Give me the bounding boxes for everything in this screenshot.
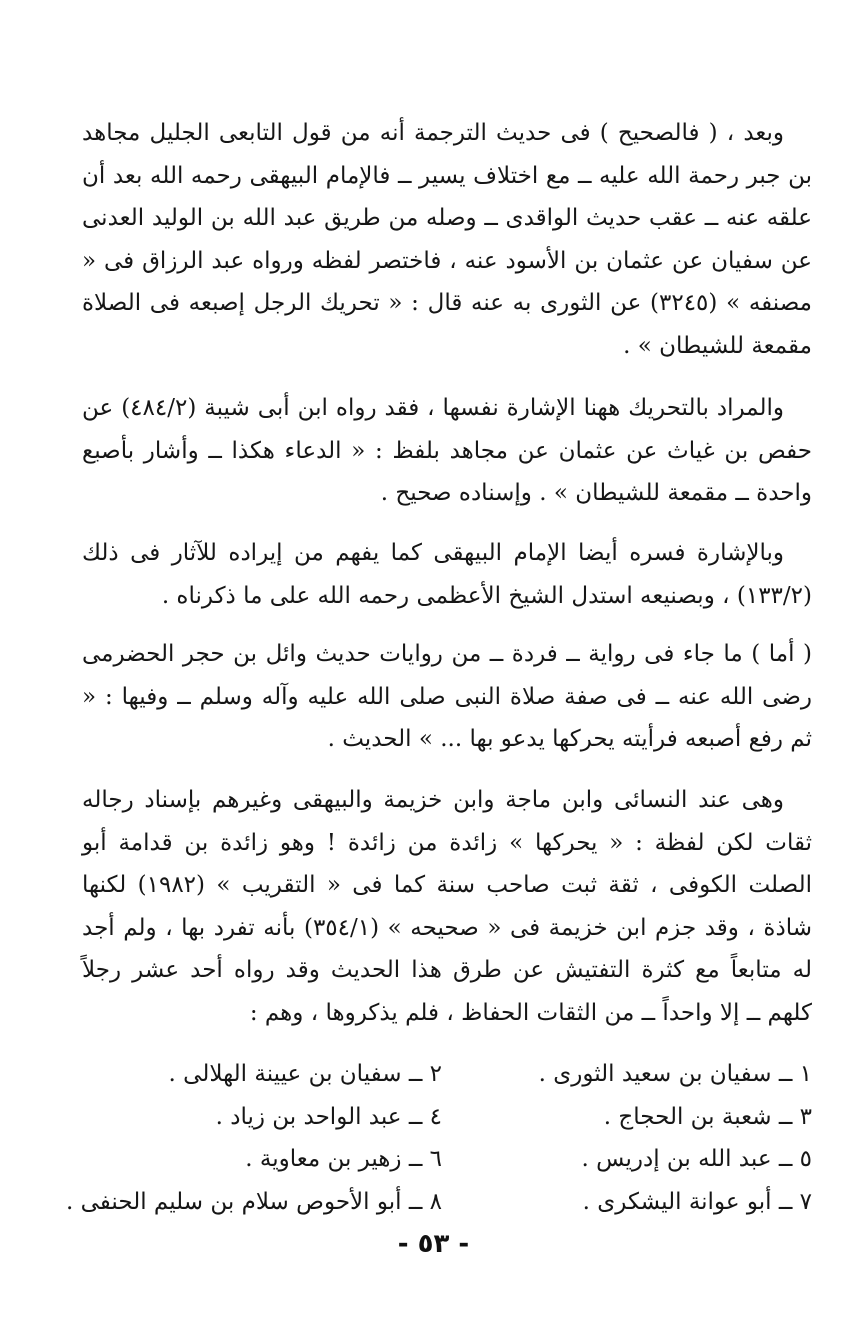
paragraph-1: وبعد ، ( فالصحيح ) فى حديث الترجمة أنه من قول التابعى الجليل مجاهد بن جبر رحمة الله عليه ــ مع اختلاف يسير ــ فالإمام البيهقى رحمه الله بعد أن علقه عنه ــ عقب حديث الواقدى ــ وصله من طريق عبد الله بن الوليد العدنى عن سفيان عن عثمان بن الأسود عنه ، فاختصر لفظه ورواه عبد الرزاق فى « مصنفه » (٣٢٤٥) عن الثورى به عنه قال : « تحريك الرجل إصبعه فى الصلاة مقمعة للشيطان » . [82,120,813,359]
narrator-item: ٦ ــ زهير بن معاوية . [245,1146,442,1172]
paragraph-2: والمراد بالتحريك ههنا الإشارة نفسها ، فقد رواه ابن أبى شيبة (٤٨٤/٢) عن حفص بن غياث عن عثمان عن مجاهد بلفظ : « الدعاء هكذا ــ وأشار بأصبع واحدة ــ مقمعة للشيطان » . وإسناده صحيح . [82,395,812,506]
paragraph-3: وبالإشارة فسره أيضا الإمام البيهقى كما يفهم من إيراده للآثار فى ذلك (١٣٣/٢) ، وبصنيعه استدل الشيخ الأعظمى رحمه الله على ما ذكرناه . [82,540,812,609]
page-body [66,112,813,1223]
page-number: - ٥٣ - [397,1229,470,1259]
narrator-item: ٧ ــ أبو عوانة اليشكرى . [582,1188,812,1215]
paragraph-5: وهى عند النسائى وابن ماجة وابن خزيمة والبيهقى وغيرهم بإسناد رجاله ثقات لكن لفظة : « يحركها » زائدة من زائدة ! وهو زائدة بن قدامة أبو الصلت الكوفى ، ثقة ثبت صاحب سنة كما فى « التقريب » (١٩٨٢) لكنها شاذة ، وقد جزم ابن خزيمة فى « صحيحه » (٣٥٤/١) بأنه تفرد بها ، ولم أجد له متابعاً مع كثرة التفتيش عن طرق هذا الحديث وقد رواه أحد عشر رجلاً كلهم ــ إلا واحداً ــ من الثقات الحفاظ ، فلم يذكروها ، وهم : [82,787,812,1026]
narrator-item: ٨ ــ أبو الأحوص سلام بن سليم الحنفى . [66,1188,442,1215]
narrator-item: ٥ ــ عبد الله بن إدريس . [581,1146,812,1172]
narrators-list [66,1053,812,1223]
narrator-item: ١ ــ سفيان بن سعيد الثورى . [538,1061,812,1087]
narrator-item: ٢ ــ سفيان بن عيينة الهلالى . [168,1061,442,1087]
narrator-item: ٤ ــ عبد الواحد بن زياد . [215,1103,442,1130]
narrator-item: ٣ ــ شعبة بن الحجاج . [603,1103,812,1130]
paragraph-4: ( أما ) ما جاء فى رواية ــ فردة ــ من روايات حديث وائل بن حجر الحضرمى رضى الله عنه ــ فى صفة صلاة النبى صلى الله عليه وآله وسلم ــ وفيها : « ثم رفع أصبعه فرأيته يحركها يدعو بها ... » الحديث . [82,641,812,752]
